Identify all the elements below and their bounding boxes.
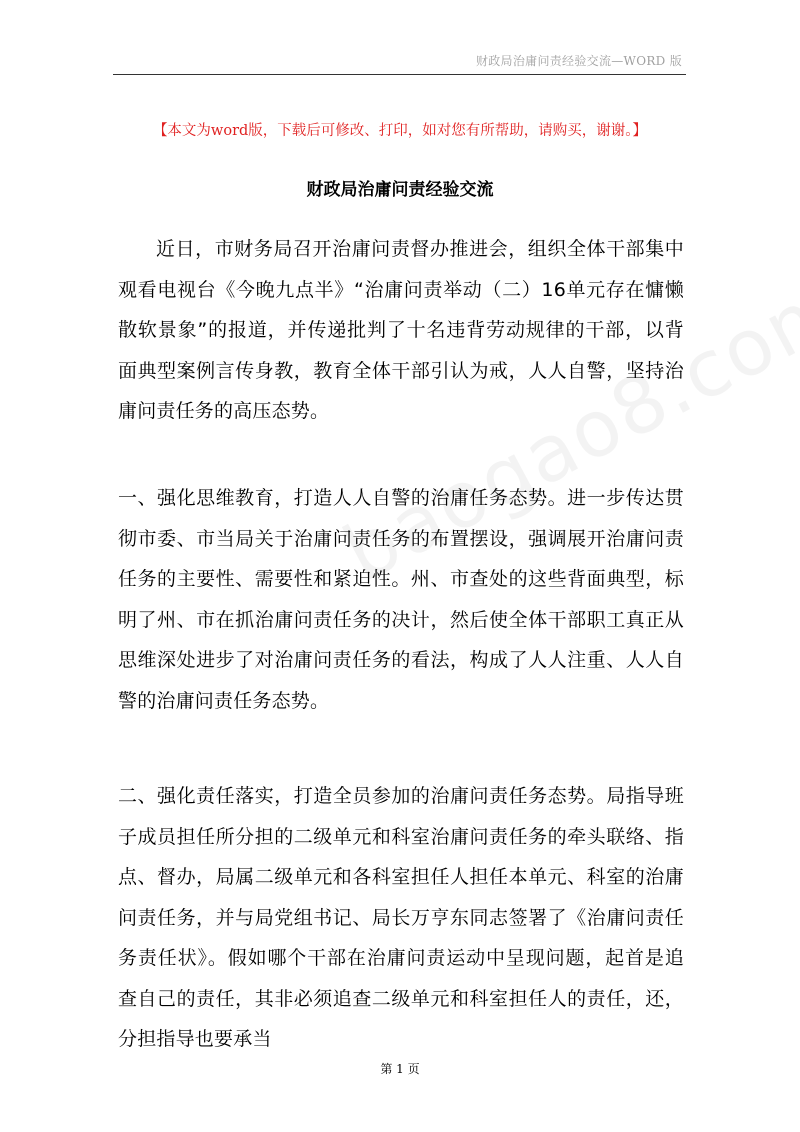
- paragraph-section-2: 二、强化责任落实，打造全员参加的治庸问责任务态势。局指导班子成员担任所分担的二级单元和科室治庸问责任务的牵头联络、指点、督办，局属二级单元和各科室担任人担任本单元、科室的治庸问责任务，并与局党组书记、局长万亨东同志签署了《治庸问责任务责任状》。假如哪个干部在治庸问责运动中呈现问题，起首是追查自己的责任，其非必须追查二级单元和科室担任人的责任，还，分担指导也要承当: [118, 785, 684, 1050]
- header-divider: [113, 74, 686, 75]
- page-number: 第 1 页: [380, 1062, 420, 1076]
- paragraph-section-1: 一、强化思维教育，打造人人自警的治庸任务态势。进一步传达贯彻市委、市当局关于治庸问责任务的布置摆设，强调展开治庸问责任务的主要性、需要性和紧迫性。州、市查处的这些背面典型，标明了州、市在抓治庸问责任务的决计，然后使全体干部职工真正从思维深处进步了对治庸问责任务的看法，构成了人人注重、人人自警的治庸问责任务态势。: [118, 487, 684, 712]
- running-header: 财政局治庸问责经验交流—WORD 版: [475, 54, 682, 68]
- purchase-notice: 【本文为word版，下载后可修改、打印，如对您有所帮助，请购买，谢谢。】: [152, 123, 648, 139]
- paragraph-intro: 近日，市财务局召开治庸问责督办推进会，组织全体干部集中观看电视台《今晚九点半》“治庸问责举动（二）16单元存在慵懒散软景象”的报道，并传递批判了十名违背劳动规律的干部，以背面典型案例言传身教，教育全体干部引认为戒，人人自警，坚持治庸问责任务的高压态势。: [118, 238, 684, 422]
- document-title: 财政局治庸问责经验交流: [306, 180, 494, 200]
